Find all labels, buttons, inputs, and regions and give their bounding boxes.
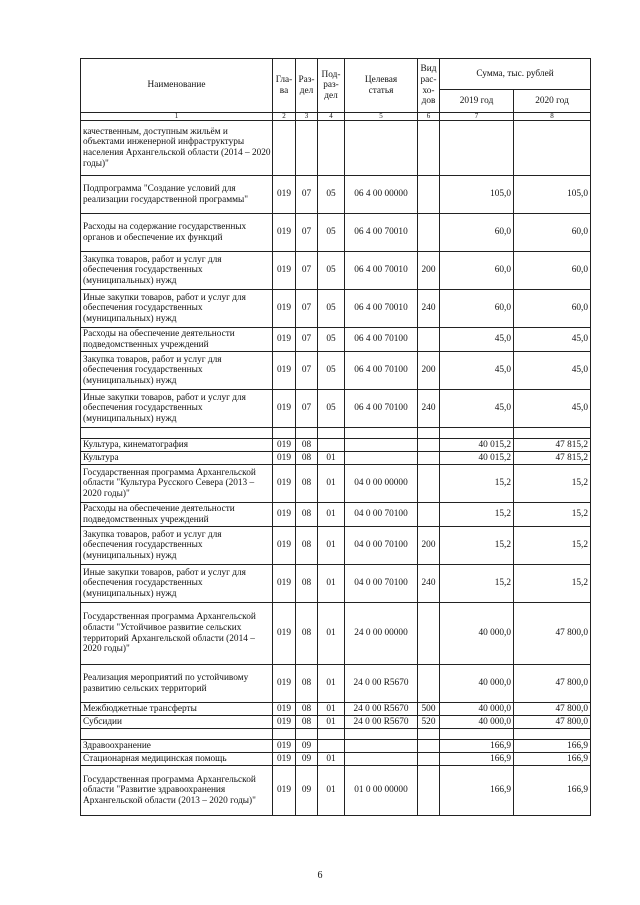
- row-summa-2020: 15,2: [514, 503, 591, 527]
- budget-table: [80, 58, 591, 816]
- row-summa-2020: 166,9: [514, 766, 591, 816]
- row-razdel: 09: [296, 766, 318, 816]
- row-razdel: 07: [296, 290, 318, 328]
- column-number: 3: [296, 113, 318, 121]
- row-tselevaya-statya: 06 4 00 00000: [345, 176, 418, 214]
- row-vid-raskhodov: [418, 121, 440, 176]
- row-tselevaya-statya: 06 4 00 70100: [345, 390, 418, 428]
- row-name: Подпрограмма "Создание условий для реализации государственной программы": [81, 176, 273, 214]
- row-vid-raskhodov: [418, 176, 440, 214]
- column-number: 4: [318, 113, 345, 121]
- row-name: Иные закупки товаров, работ и услуг для обеспечения государственных (муниципальных) нужд: [81, 565, 273, 603]
- row-summa-2019: 60,0: [440, 290, 514, 328]
- row-name: Государственная программа Архангельской области "Развитие здравоохранения Архангельской области (2013 – 2020 годы)": [81, 766, 273, 816]
- row-summa-2020: [514, 428, 591, 439]
- row-vid-raskhodov: [418, 603, 440, 665]
- row-glava: 019: [273, 665, 296, 703]
- header-vid-raskhodov: Вид рас- хо- дов: [418, 59, 440, 113]
- row-tselevaya-statya: 24 0 00 R5670: [345, 703, 418, 716]
- row-razdel: 08: [296, 703, 318, 716]
- row-podrazdel: 05: [318, 352, 345, 390]
- row-vid-raskhodov: 200: [418, 352, 440, 390]
- row-name: Стационарная медицинская помощь: [81, 753, 273, 766]
- row-podrazdel: 01: [318, 465, 345, 503]
- row-podrazdel: 05: [318, 390, 345, 428]
- row-razdel: 08: [296, 439, 318, 452]
- row-podrazdel: 01: [318, 503, 345, 527]
- row-summa-2019: 15,2: [440, 465, 514, 503]
- row-name: [81, 729, 273, 740]
- header-glava: Гла- ва: [273, 59, 296, 113]
- row-glava: 019: [273, 439, 296, 452]
- row-podrazdel: 05: [318, 328, 345, 352]
- row-vid-raskhodov: [418, 328, 440, 352]
- row-summa-2019: [440, 428, 514, 439]
- row-razdel: 08: [296, 465, 318, 503]
- row-podrazdel: [318, 740, 345, 753]
- row-razdel: 07: [296, 390, 318, 428]
- table-row: [81, 753, 591, 766]
- row-summa-2019: 45,0: [440, 390, 514, 428]
- row-summa-2019: [440, 729, 514, 740]
- row-summa-2020: 60,0: [514, 252, 591, 290]
- row-podrazdel: [318, 121, 345, 176]
- row-name: качественным, доступным жильём и объектами инженерной инфраструктуры населения Архангельской области (2014 – 2020 годы)": [81, 121, 273, 176]
- row-glava: 019: [273, 252, 296, 290]
- row-summa-2019: [440, 121, 514, 176]
- row-razdel: 08: [296, 603, 318, 665]
- row-glava: 019: [273, 527, 296, 565]
- row-tselevaya-statya: 06 4 00 70100: [345, 352, 418, 390]
- row-name: Расходы на обеспечение деятельности подведомственных учреждений: [81, 328, 273, 352]
- row-tselevaya-statya: 06 4 00 70010: [345, 252, 418, 290]
- row-razdel: [296, 121, 318, 176]
- row-name: Межбюджетные трансферты: [81, 703, 273, 716]
- row-summa-2020: 60,0: [514, 290, 591, 328]
- row-summa-2020: 47 815,2: [514, 452, 591, 465]
- row-name: Закупка товаров, работ и услуг для обеспечения государственных (муниципальных) нужд: [81, 352, 273, 390]
- row-glava: 019: [273, 740, 296, 753]
- row-podrazdel: 01: [318, 665, 345, 703]
- row-summa-2019: 40 015,2: [440, 452, 514, 465]
- row-glava: [273, 121, 296, 176]
- row-summa-2019: 15,2: [440, 565, 514, 603]
- row-glava: 019: [273, 753, 296, 766]
- row-glava: 019: [273, 716, 296, 729]
- table-row: [81, 252, 591, 290]
- table-row: [81, 390, 591, 428]
- row-summa-2020: 47 800,0: [514, 716, 591, 729]
- row-razdel: 07: [296, 352, 318, 390]
- row-summa-2020: 15,2: [514, 565, 591, 603]
- page-number: 6: [317, 870, 323, 881]
- row-summa-2019: 40 000,0: [440, 665, 514, 703]
- row-podrazdel: 05: [318, 176, 345, 214]
- row-summa-2019: 40 000,0: [440, 603, 514, 665]
- blank-row: [81, 729, 591, 740]
- row-summa-2019: 60,0: [440, 214, 514, 252]
- row-name: Здравоохранение: [81, 740, 273, 753]
- row-glava: 019: [273, 703, 296, 716]
- row-razdel: 07: [296, 252, 318, 290]
- row-vid-raskhodov: 520: [418, 716, 440, 729]
- row-summa-2020: 47 800,0: [514, 603, 591, 665]
- row-vid-raskhodov: 240: [418, 565, 440, 603]
- column-number: 5: [345, 113, 418, 121]
- table-row: [81, 527, 591, 565]
- row-summa-2019: 166,9: [440, 740, 514, 753]
- row-razdel: 07: [296, 176, 318, 214]
- row-summa-2019: 40 015,2: [440, 439, 514, 452]
- row-summa-2019: 105,0: [440, 176, 514, 214]
- row-name: [81, 428, 273, 439]
- row-vid-raskhodov: [418, 729, 440, 740]
- row-razdel: 09: [296, 740, 318, 753]
- column-number: 2: [273, 113, 296, 121]
- row-podrazdel: [318, 439, 345, 452]
- row-summa-2019: 40 000,0: [440, 703, 514, 716]
- header-tselevaya-statya: Целевая статья: [345, 59, 418, 113]
- row-tselevaya-statya: [345, 753, 418, 766]
- column-number: 1: [81, 113, 273, 121]
- row-vid-raskhodov: [418, 214, 440, 252]
- row-tselevaya-statya: [345, 729, 418, 740]
- row-podrazdel: 01: [318, 703, 345, 716]
- row-razdel: [296, 428, 318, 439]
- budget-table-sheet: [80, 58, 590, 816]
- row-tselevaya-statya: 04 0 00 70100: [345, 527, 418, 565]
- table-row: [81, 766, 591, 816]
- table-row: [81, 716, 591, 729]
- row-glava: 019: [273, 452, 296, 465]
- table-row: [81, 740, 591, 753]
- row-tselevaya-statya: 01 0 00 00000: [345, 766, 418, 816]
- column-number-row: [81, 113, 591, 121]
- row-name: Закупка товаров, работ и услуг для обеспечения государственных (муниципальных) нужд: [81, 527, 273, 565]
- row-vid-raskhodov: 200: [418, 527, 440, 565]
- row-name: Расходы на обеспечение деятельности подведомственных учреждений: [81, 503, 273, 527]
- table-row: [81, 214, 591, 252]
- row-summa-2020: 45,0: [514, 352, 591, 390]
- row-summa-2020: 166,9: [514, 740, 591, 753]
- row-glava: [273, 428, 296, 439]
- row-name: Культура, кинематография: [81, 439, 273, 452]
- row-podrazdel: 01: [318, 452, 345, 465]
- header-year-2019: 2019 год: [440, 90, 514, 113]
- row-tselevaya-statya: 06 4 00 70010: [345, 290, 418, 328]
- row-name: Закупка товаров, работ и услуг для обеспечения государственных (муниципальных) нужд: [81, 252, 273, 290]
- row-vid-raskhodov: 200: [418, 252, 440, 290]
- row-summa-2019: 40 000,0: [440, 716, 514, 729]
- row-glava: 019: [273, 290, 296, 328]
- row-vid-raskhodov: 500: [418, 703, 440, 716]
- row-podrazdel: 05: [318, 290, 345, 328]
- header-razdel: Раз- дел: [296, 59, 318, 113]
- header-summa: Сумма, тыс. рублей: [440, 59, 591, 90]
- header-name: Наименование: [81, 59, 273, 113]
- row-summa-2020: [514, 729, 591, 740]
- row-summa-2020: 166,9: [514, 753, 591, 766]
- row-podrazdel: [318, 428, 345, 439]
- row-glava: 019: [273, 390, 296, 428]
- row-tselevaya-statya: 24 0 00 00000: [345, 603, 418, 665]
- row-razdel: 08: [296, 452, 318, 465]
- row-razdel: 08: [296, 716, 318, 729]
- row-summa-2019: 15,2: [440, 527, 514, 565]
- row-podrazdel: 05: [318, 252, 345, 290]
- row-podrazdel: 01: [318, 603, 345, 665]
- table-row: [81, 290, 591, 328]
- column-number: 7: [440, 113, 514, 121]
- row-podrazdel: 01: [318, 565, 345, 603]
- table-body: [81, 121, 591, 816]
- row-razdel: 07: [296, 214, 318, 252]
- row-tselevaya-statya: [345, 428, 418, 439]
- table-row: [81, 352, 591, 390]
- row-vid-raskhodov: [418, 665, 440, 703]
- row-name: Реализация мероприятий по устойчивому развитию сельских территорий: [81, 665, 273, 703]
- row-summa-2020: 45,0: [514, 390, 591, 428]
- row-tselevaya-statya: 24 0 00 R5670: [345, 665, 418, 703]
- header-podrazdel: Под- раз- дел: [318, 59, 345, 113]
- row-vid-raskhodov: 240: [418, 290, 440, 328]
- row-vid-raskhodov: [418, 766, 440, 816]
- table-row: [81, 565, 591, 603]
- row-podrazdel: 01: [318, 753, 345, 766]
- row-summa-2020: 45,0: [514, 328, 591, 352]
- column-number: 6: [418, 113, 440, 121]
- row-tselevaya-statya: 04 0 00 70100: [345, 565, 418, 603]
- table-row: [81, 703, 591, 716]
- row-summa-2019: 45,0: [440, 352, 514, 390]
- row-vid-raskhodov: [418, 753, 440, 766]
- table-row: [81, 465, 591, 503]
- row-tselevaya-statya: [345, 439, 418, 452]
- row-glava: 019: [273, 328, 296, 352]
- row-podrazdel: 01: [318, 527, 345, 565]
- row-tselevaya-statya: 06 4 00 70100: [345, 328, 418, 352]
- row-summa-2020: 60,0: [514, 214, 591, 252]
- table-row: [81, 121, 591, 176]
- row-podrazdel: 01: [318, 716, 345, 729]
- row-glava: 019: [273, 503, 296, 527]
- row-vid-raskhodov: [418, 503, 440, 527]
- blank-row: [81, 428, 591, 439]
- row-podrazdel: [318, 729, 345, 740]
- row-tselevaya-statya: 04 0 00 70100: [345, 503, 418, 527]
- row-summa-2019: 45,0: [440, 328, 514, 352]
- row-razdel: 07: [296, 328, 318, 352]
- row-razdel: 09: [296, 753, 318, 766]
- row-name: Иные закупки товаров, работ и услуг для обеспечения государственных (муниципальных) нужд: [81, 390, 273, 428]
- row-tselevaya-statya: [345, 452, 418, 465]
- row-tselevaya-statya: 04 0 00 00000: [345, 465, 418, 503]
- row-glava: 019: [273, 766, 296, 816]
- row-tselevaya-statya: 24 0 00 R5670: [345, 716, 418, 729]
- row-tselevaya-statya: 06 4 00 70010: [345, 214, 418, 252]
- row-summa-2020: 15,2: [514, 527, 591, 565]
- row-vid-raskhodov: [418, 740, 440, 753]
- row-name: Расходы на содержание государственных органов и обеспечение их функций: [81, 214, 273, 252]
- table-header: [81, 59, 591, 121]
- row-glava: 019: [273, 352, 296, 390]
- row-summa-2019: 166,9: [440, 753, 514, 766]
- row-summa-2019: 15,2: [440, 503, 514, 527]
- row-summa-2019: 60,0: [440, 252, 514, 290]
- row-summa-2020: 15,2: [514, 465, 591, 503]
- row-podrazdel: 05: [318, 214, 345, 252]
- table-row: [81, 503, 591, 527]
- row-summa-2019: 166,9: [440, 766, 514, 816]
- table-row: [81, 439, 591, 452]
- table-row: [81, 452, 591, 465]
- header-year-2020: 2020 год: [514, 90, 591, 113]
- row-summa-2020: 47 800,0: [514, 703, 591, 716]
- row-name: Субсидии: [81, 716, 273, 729]
- row-razdel: [296, 729, 318, 740]
- table-row: [81, 328, 591, 352]
- row-razdel: 08: [296, 527, 318, 565]
- row-glava: 019: [273, 565, 296, 603]
- row-vid-raskhodov: [418, 465, 440, 503]
- row-glava: 019: [273, 603, 296, 665]
- column-number: 8: [514, 113, 591, 121]
- row-vid-raskhodov: [418, 428, 440, 439]
- row-name: Государственная программа Архангельской области "Устойчивое развитие сельских территорий Архангельской области (2014 – 2020 годы)": [81, 603, 273, 665]
- row-glava: 019: [273, 214, 296, 252]
- row-tselevaya-statya: [345, 740, 418, 753]
- row-vid-raskhodov: [418, 439, 440, 452]
- table-row: [81, 176, 591, 214]
- row-summa-2020: 105,0: [514, 176, 591, 214]
- table-row: [81, 603, 591, 665]
- row-podrazdel: 01: [318, 766, 345, 816]
- row-summa-2020: 47 815,2: [514, 439, 591, 452]
- table-row: [81, 665, 591, 703]
- row-summa-2020: 47 800,0: [514, 665, 591, 703]
- row-razdel: 08: [296, 503, 318, 527]
- row-razdel: 08: [296, 665, 318, 703]
- row-summa-2020: [514, 121, 591, 176]
- row-glava: 019: [273, 176, 296, 214]
- row-name: Государственная программа Архангельской области "Культура Русского Севера (2013 – 2020 годы)": [81, 465, 273, 503]
- row-name: Культура: [81, 452, 273, 465]
- row-name: Иные закупки товаров, работ и услуг для обеспечения государственных (муниципальных) нужд: [81, 290, 273, 328]
- row-vid-raskhodov: 240: [418, 390, 440, 428]
- row-vid-raskhodov: [418, 452, 440, 465]
- row-tselevaya-statya: [345, 121, 418, 176]
- row-glava: 019: [273, 465, 296, 503]
- row-glava: [273, 729, 296, 740]
- row-razdel: 08: [296, 565, 318, 603]
